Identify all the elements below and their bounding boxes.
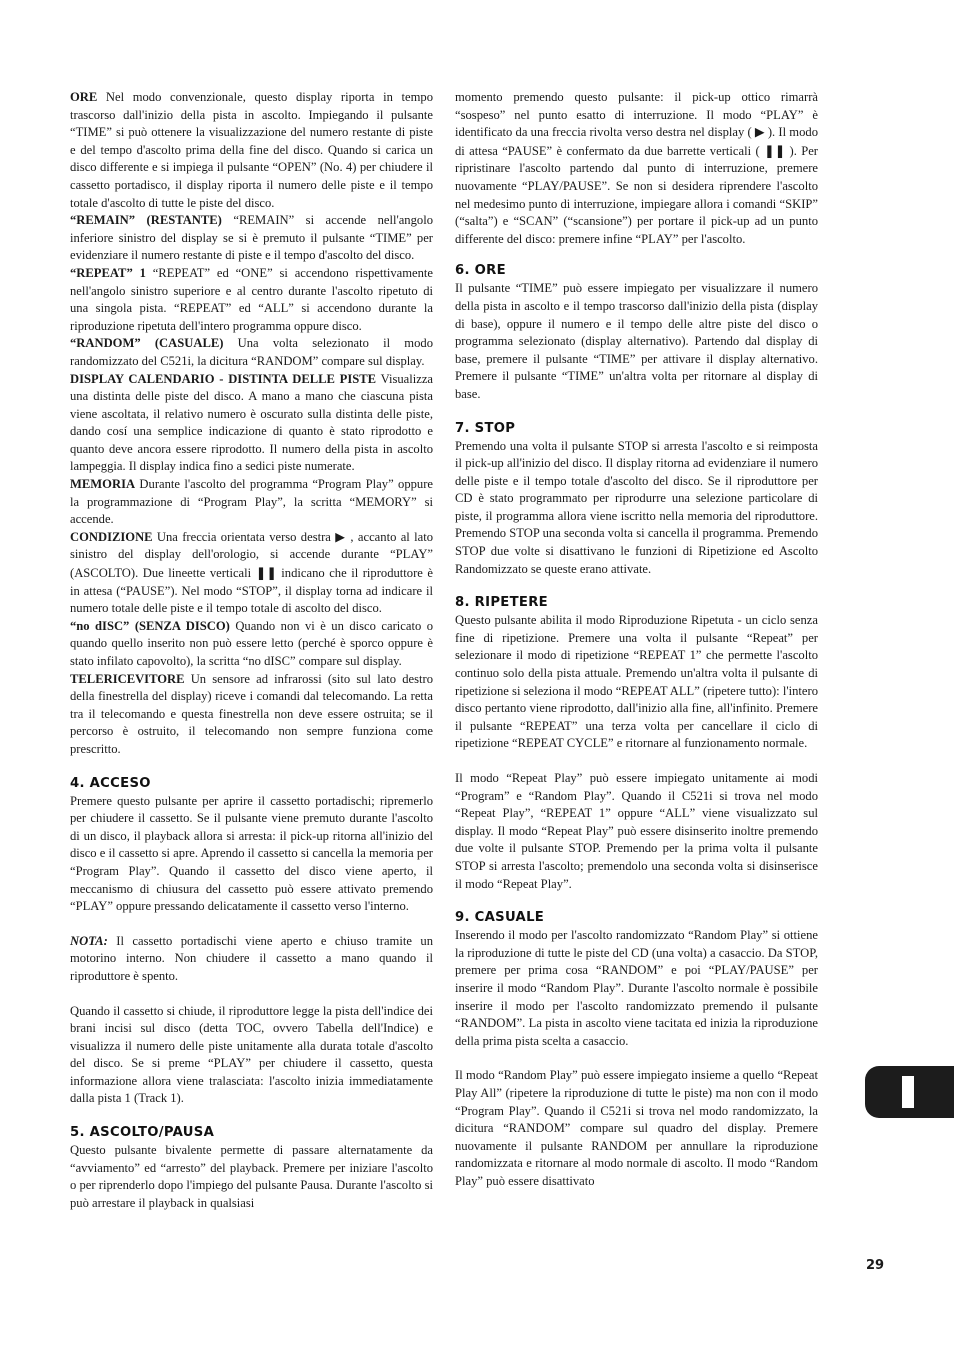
paragraph-ore: ORE Nel modo convenzionale, questo display riporta in tempo trascorso dall'inizio della pista in ascolto. Impiegando il pulsante “TIME” si può ottenere la visualizzazione del numero restante di piste e del tempo d'ascolto prima della fine del disco. Quando si carica un disco differente e si impiega il pulsante “OPEN” (No. 4) per chiudere il cassetto portadisco, il display riporta il numero delle piste e il tempo totale d'ascolto di tutte le piste del disco. xyxy=(70,90,433,210)
paragraph-ripetere: Questo pulsante abilita il modo Riproduzione Ripetuta - un ciclo senza fine di ripetizione. Premere una volta il pulsante “Repeat” per selezionare il modo di ripetizione “REPEAT 1” che permette l'ascolto continuo solo della pista attuale. Premendo un'altra volta il pulsante di ripetizione si seleziona il modo “REPEAT ALL” (ripetere tutto): l'intero disco pertanto viene riprodotto, dall'inizio alla fine, all'infinito. Premere il pulsante “REPEAT” una terza volta per cancellare il ciclo di ripetizione “REPEAT CYCLE” e ritornare al funzionamento normale. xyxy=(455,613,818,751)
paragraph-memoria: MEMORIA Durante l'ascolto del programma “Program Play” oppure la programmazione di “Program Play”, la scritta “MEMORY” si accende. xyxy=(70,477,433,527)
term-repeat: “REPEAT” 1 xyxy=(70,265,146,280)
term-random: “RANDOM” (CASUALE) xyxy=(70,336,224,351)
heading-acceso: 4. ACCESO xyxy=(70,775,151,791)
paragraph-nodisc: “no dISC” (SENZA DISCO) Quando non vi è un disco caricato o quando quello inserito non può essere letto (perché è sporco oppure è stato infilato capovolto), la scritta “no dISC” compare sul display. xyxy=(70,618,433,668)
paragraph-condizione: CONDIZIONE Una freccia orientata verso destra ▶ , accanto al lato sinistro del display dell'orologio, si accende durante “PLAY” (ASCOLTO). Due lineette verticali ❚❚ indicano che il riproduttore è in attesa (“PAUSE”). Nel modo “STOP”, il display torna ad indicare il numero totale delle piste e il tempo totale di ascolto del disco. xyxy=(70,529,433,616)
play-arrow-icon: ▶ xyxy=(335,529,347,544)
left-column xyxy=(70,89,433,1212)
heading-ore: 6. ORE xyxy=(455,263,506,279)
term-remain: “REMAIN” (RESTANTE) xyxy=(70,213,222,228)
paragraph-telericevitore: TELERICEVITORE Un sensore ad infrarossi (sito sul lato destro della finestrella del display) riceve i comandi dal telecomando. La retta tra il telecomando e questa finestrella non deve essere ostruita; se il percorso è ostruito, il telecomando non sempre funziona come prescritto. xyxy=(70,671,433,756)
paragraph-continuation: momento premendo questo pulsante: il pick-up ottico rimarrà “sospeso” nel punto esatto di interruzione. Il modo “PLAY” è identificato da una freccia rivolta verso destra nel display ( ▶ ). Il modo di attesa “PAUSE” è confermato da due barrette verticali ( ❚❚ ). Per ripristinare l'ascolto partendo dal punto di interruzione, premere nuovamente “PLAY/PAUSE”. Se non si desidera riprendere l'ascolto nel medesimo punto di interruzione, impiegare allora i comandi “SKIP” (“salta”) e “SCAN” (“scansione”) per portare il pick-up ad un punto differente del disco: premere infine “PLAY” per l'ascolto. xyxy=(455,90,818,246)
term-memoria: MEMORIA xyxy=(70,477,136,492)
paragraph-ore-time: Il pulsante “TIME” può essere impiegato per visualizzare il numero della pista in ascolto e il tempo trascorso dall'inizio della pista (display di base), oppure il numero e il tempo delle altre piste del disco o programma selezionato (display alternativo). Partendo dal display di base, premere il pulsante “TIME” per attivare il display alternativo. Premere il pulsante “TIME” un'altra volta per ritornare al display di base. xyxy=(455,281,818,401)
play-arrow-icon: ▶ xyxy=(754,125,765,140)
pause-bars-icon: ❚❚ xyxy=(764,142,786,158)
paragraph-stop: Premendo una volta il pulsante STOP si arresta l'ascolto e si reimposta il pick-up all'inizio del disco. Il display ritorna ad evidenziare il numero delle piste e il tempo totale d'ascolto del disco. Se il riproduttore per CD è stato programmato per riprodurre una selezione particolare di piste, il programma allora viene iscritto nella memoria del riproduttore. Premendo STOP una seconda volta si cancella il programma. Premendo STOP due volte si disattivano le funzioni di Ripetizione ed Ascolto Randomizzato se queste erano attivate. xyxy=(455,438,818,576)
right-column xyxy=(455,89,818,1190)
page-number: 29 xyxy=(866,1258,885,1273)
paragraph-random: “RANDOM” (CASUALE) Una volta selezionato il modo randomizzato del C521i, la dicitura “RANDOM” compare sul display. xyxy=(70,336,433,368)
paragraph-repeat-play: Il modo “Repeat Play” può essere impiegato unitamente ai modi “Program” e “Random Play”. Quando il C521i si trova nel modo “Repeat Play”, “REPEAT 1” oppure “ALL” viene visualizzato sul display. Il modo “Repeat Play” può essere disinserito inoltre premendo due volte il pulsante STOP. Premendo per la prima volta il pulsante STOP si arresta l'ascolto; premendolo una seconda volta si disinserisce il modo “Repeat Play”. xyxy=(455,771,818,891)
paragraph-ascolto-pausa: Questo pulsante bivalente permette di passare alternatamente da “avviamento” ed “arresto” del playback. Premere per iniziare l'ascolto o per riprenderlo dopo l'impiego del pulsante Pausa. Durante l'ascolto si può arrestare il playback in qualsiasi xyxy=(70,1143,433,1210)
paragraph-repeat: “REPEAT” 1 “REPEAT” ed “ONE” si accendono rispettivamente nell'angolo sinistro superiore e al centro durante l'ascolto ripetuto di una singola pista. “REPEAT” ed “ALL” si accendono durante la riproduzione ripetuta dell'intero programma oppure disco. xyxy=(70,265,434,333)
language-tab-letter-mark xyxy=(902,1076,914,1108)
term-condizione: CONDIZIONE xyxy=(70,529,153,544)
note-label: NOTA: xyxy=(70,933,108,948)
paragraph-quando: Quando il cassetto si chiude, il riproduttore legge la pista dell'indice dei brani incisi sul disco (detta TOC, ovvero Tabella dell'Indice) e visualizza il numero delle piste unitamente alla durata totale d'ascolto del disco. Se si preme “PLAY” per chiudere il cassetto, questa informazione allora viene tralasciata: l'ascolto inizia immediatamente dalla pista 1 (Track 1). xyxy=(70,1003,433,1106)
paragraph-remain: “REMAIN” (RESTANTE) “REMAIN” si accende nell'angolo inferiore sinistro del display se si è premuto il pulsante “TIME” per evidenziare il numero restante di piste e il tempo d'ascolto del disco. xyxy=(70,213,433,263)
paragraph-casuale: Inserendo il modo per l'ascolto randomizzato “Random Play” si ottiene la riproduzione di tutte le piste del CD (una volta) a casaccio. Da STOP, premere per prima cosa “RANDOM” e poi “PLAY/PAUSE” per inserire il modo “Random Play”. Durante l'ascolto normale è possibile inserire il modo per l'ascolto randomizzato premendo il pulsante “RANDOM”. La pista in ascolto viene tacitata ed inizia la riproduzione della prima pista scelta a casaccio. xyxy=(455,928,818,1048)
heading-ripetere: 8. RIPETERE xyxy=(455,595,548,611)
paragraph-random-play: Il modo “Random Play” può essere impiegato insieme a quello “Repeat Play All” (ripetere la riproduzione di tutte le piste) ma non con il modo “Program Play”. Quando il C521i si trova nel modo randomizzato, la dicitura “RANDOM” compare sul quadro del display. Premere nuovamente il pulsante RANDOM per annullare la riproduzione randomizzata e ritornare al modo normale di ascolto. Il modo “Random Play” può essere disattivato xyxy=(455,1068,818,1188)
term-nodisc: “no dISC” (SENZA DISCO) xyxy=(70,618,230,633)
term-ore: ORE xyxy=(70,90,98,104)
heading-stop: 7. STOP xyxy=(455,420,516,436)
paragraph-nota: NOTA: Il cassetto portadischi viene aperto e chiuso tramite un motorino interno. Non chiudere il cassetto a mano quando il riproduttore è spento. xyxy=(70,933,433,983)
paragraph-calendar: DISPLAY CALENDARIO - DISTINTA DELLE PISTE Visualizza una distinta delle piste del disco. A mano a mano che ciascuna pista viene ascoltata, il relativo numero è oscurato sulla distinta delle piste, dando cosí una semplice indicazione di quanto è stato riprodotto e quanto deve ancora essere riprodotto. Il numero della pista in ascolto lampeggia. Il display indica fino a sedici piste numerate. xyxy=(70,371,434,474)
heading-casuale: 9. CASUALE xyxy=(455,910,545,926)
heading-ascolto-pausa: 5. ASCOLTO/PAUSA xyxy=(70,1125,215,1141)
term-telericevitore: TELERICEVITORE xyxy=(70,671,185,686)
term-calendar: DISPLAY CALENDARIO - DISTINTA DELLE PISTE xyxy=(70,371,377,386)
pause-bars-icon: ❚❚ xyxy=(255,565,277,581)
paragraph-acceso: Premere questo pulsante per aprire il cassetto portadischi; ripremerlo per chiudere il cassetto. Se il pulsante viene premuto durante l'ascolto di un disco, il playback allora si arresta: il pick-up ritorna all'inizio del disco e il cassetto si apre. Aprendo il cassetto si cancella la memoria per “Program Play”. Quando il cassetto del disco viene aperto, il meccanismo di chiusura del cassetto può essere attivato premendo “PLAY” oppure pressando delicatamente il cassetto verso l'interno. xyxy=(70,793,433,914)
